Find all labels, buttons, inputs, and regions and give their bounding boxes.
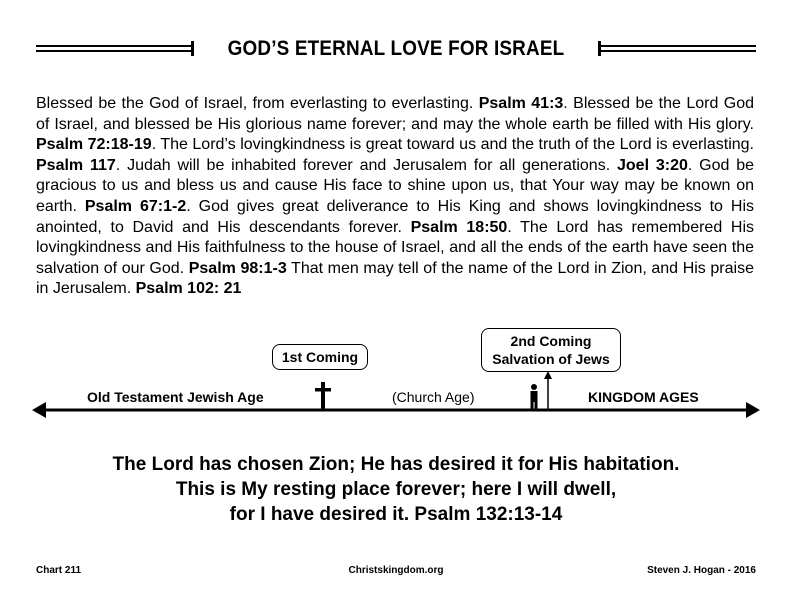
old-testament-age-label: Old Testament Jewish Age bbox=[87, 389, 264, 405]
person-icon bbox=[531, 384, 538, 410]
second-coming-label: 2nd Coming bbox=[510, 333, 592, 349]
arrow-right-icon bbox=[746, 402, 760, 418]
scripture-reference: Joel 3:20 bbox=[617, 156, 688, 174]
second-coming-box bbox=[481, 328, 621, 372]
scripture-text: That men may tell of the name of the Lord in Zion, and His praise in Jerusalem. bbox=[36, 259, 754, 298]
arrow-left-icon bbox=[32, 402, 46, 418]
scripture-reference: Psalm 41:3 bbox=[478, 95, 564, 112]
timeline bbox=[30, 325, 762, 425]
scripture-reference: Psalm 98:1-3 bbox=[188, 259, 287, 277]
quote-line-2: This is My resting place forever; here I will dwell, bbox=[175, 479, 617, 500]
up-arrow-icon bbox=[544, 371, 552, 379]
website-link[interactable]: Christskingdom.org bbox=[348, 565, 444, 576]
quote-line-1: The Lord has chosen Zion; He has desired it for His habitation. bbox=[112, 454, 680, 475]
scripture-text: . God gives great deliverance to His King and shows lovingkindness to His anointed, to David and His descendants forever. bbox=[36, 197, 755, 236]
scripture-paragraph bbox=[36, 94, 754, 300]
quote-line-3: for I have desired it. Psalm 132:13-14 bbox=[229, 504, 563, 525]
cross-icon bbox=[321, 382, 325, 410]
page-title: GOD’S ETERNAL LOVE FOR ISRAEL bbox=[227, 37, 565, 60]
scripture-text: . The Lord’s lovingkindness is great toward us and the truth of the Lord is everlasting. bbox=[151, 136, 754, 154]
first-coming-label: 1st Coming bbox=[281, 349, 359, 365]
chart-number: Chart 211 bbox=[36, 565, 82, 576]
scripture-reference: Psalm 102: 21 bbox=[135, 280, 242, 298]
scripture-reference: Psalm 18:50 bbox=[410, 218, 508, 236]
author-credit: Steven J. Hogan - 2016 bbox=[647, 565, 756, 576]
scripture-text: Blessed be the God of Israel, from everlasting to everlasting. bbox=[36, 95, 479, 112]
church-age-label: (Church Age) bbox=[392, 389, 475, 405]
scripture-reference: Psalm 117 bbox=[36, 156, 116, 174]
scripture-text: . Judah will be inhabited forever and Jerusalem for all generations. bbox=[115, 156, 617, 174]
title-banner bbox=[36, 34, 756, 64]
scripture-reference: Psalm 67:1-2 bbox=[84, 197, 187, 215]
scripture-reference: Psalm 72:18-19 bbox=[36, 136, 152, 154]
timeline-graphic bbox=[30, 325, 762, 425]
scripture-text: . God be gracious to us and bless us and cause His face to shine upon us, that Your way may be known on earth. bbox=[36, 156, 755, 215]
first-coming-box bbox=[272, 344, 368, 370]
scripture-text: . Blessed be the Lord God of Israel, and blessed be His glorious name forever; and may the whole earth be filled with His glory. bbox=[36, 95, 754, 133]
scripture-text: . The Lord has remembered His lovingkindness and His faithfulness to the house of Israel, and all the ends of the earth have seen the salvation of our God. bbox=[36, 218, 754, 277]
closing-quote bbox=[36, 452, 756, 527]
salvation-label: Salvation of Jews bbox=[492, 351, 610, 367]
kingdom-ages-label: KINGDOM AGES bbox=[588, 389, 699, 405]
